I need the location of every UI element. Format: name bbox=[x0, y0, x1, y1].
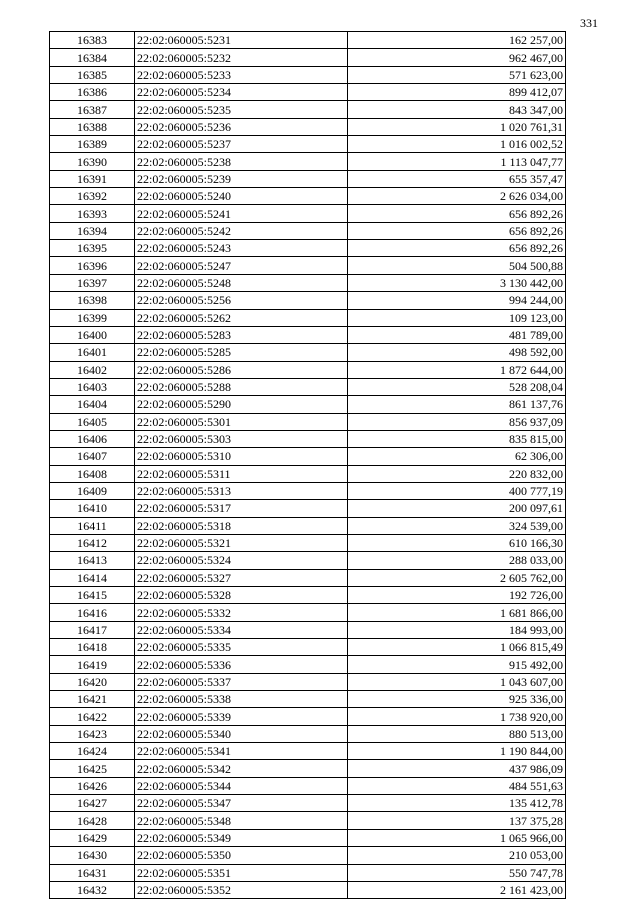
row-number-cell: 16388 bbox=[50, 118, 135, 135]
cadastral-number-cell: 22:02:060005:5283 bbox=[135, 326, 348, 343]
cadastral-number-cell: 22:02:060005:5303 bbox=[135, 430, 348, 447]
table-row bbox=[50, 760, 566, 777]
row-number-cell: 16421 bbox=[50, 691, 135, 708]
cadastral-number-cell: 22:02:060005:5248 bbox=[135, 274, 348, 291]
cadastral-number-cell: 22:02:060005:5240 bbox=[135, 188, 348, 205]
table-row bbox=[50, 222, 566, 239]
table-row bbox=[50, 378, 566, 395]
cadastral-value-cell: 899 412,07 bbox=[348, 84, 566, 101]
cadastral-number-cell: 22:02:060005:5233 bbox=[135, 66, 348, 83]
cadastral-value-cell: 550 747,78 bbox=[348, 864, 566, 881]
cadastral-number-cell: 22:02:060005:5348 bbox=[135, 812, 348, 829]
row-number-cell: 16419 bbox=[50, 656, 135, 673]
cadastral-number-cell: 22:02:060005:5313 bbox=[135, 482, 348, 499]
cadastral-number-cell: 22:02:060005:5332 bbox=[135, 604, 348, 621]
cadastral-value-cell: 880 513,00 bbox=[348, 725, 566, 742]
table-row bbox=[50, 656, 566, 673]
row-number-cell: 16403 bbox=[50, 378, 135, 395]
cadastral-number-cell: 22:02:060005:5231 bbox=[135, 32, 348, 49]
cadastral-value-cell: 571 623,00 bbox=[348, 66, 566, 83]
table-row bbox=[50, 170, 566, 187]
row-number-cell: 16422 bbox=[50, 708, 135, 725]
cadastral-number-cell: 22:02:060005:5350 bbox=[135, 847, 348, 864]
cadastral-number-cell: 22:02:060005:5288 bbox=[135, 378, 348, 395]
row-number-cell: 16393 bbox=[50, 205, 135, 222]
table-row bbox=[50, 500, 566, 517]
cadastral-number-cell: 22:02:060005:5352 bbox=[135, 881, 348, 898]
cadastral-value-cell: 504 500,88 bbox=[348, 257, 566, 274]
row-number-cell: 16394 bbox=[50, 222, 135, 239]
cadastral-number-cell: 22:02:060005:5310 bbox=[135, 448, 348, 465]
cadastral-value-cell: 498 592,00 bbox=[348, 344, 566, 361]
cadastral-value-cell: 843 347,00 bbox=[348, 101, 566, 118]
cadastral-number-cell: 22:02:060005:5286 bbox=[135, 361, 348, 378]
page-number: 331 bbox=[580, 16, 598, 30]
cadastral-value-cell: 324 539,00 bbox=[348, 517, 566, 534]
cadastral-value-cell: 437 986,09 bbox=[348, 760, 566, 777]
row-number-cell: 16406 bbox=[50, 430, 135, 447]
row-number-cell: 16429 bbox=[50, 829, 135, 846]
table-row bbox=[50, 795, 566, 812]
cadastral-number-cell: 22:02:060005:5232 bbox=[135, 49, 348, 66]
table-row bbox=[50, 691, 566, 708]
cadastral-value-cell: 162 257,00 bbox=[348, 32, 566, 49]
cadastral-number-cell: 22:02:060005:5235 bbox=[135, 101, 348, 118]
row-number-cell: 16414 bbox=[50, 569, 135, 586]
table-row bbox=[50, 708, 566, 725]
cadastral-value-cell: 1 681 866,00 bbox=[348, 604, 566, 621]
cadastral-number-cell: 22:02:060005:5349 bbox=[135, 829, 348, 846]
row-number-cell: 16391 bbox=[50, 170, 135, 187]
cadastral-value-cell: 656 892,26 bbox=[348, 240, 566, 257]
row-number-cell: 16383 bbox=[50, 32, 135, 49]
table-row bbox=[50, 205, 566, 222]
row-number-cell: 16384 bbox=[50, 49, 135, 66]
cadastral-number-cell: 22:02:060005:5344 bbox=[135, 777, 348, 794]
row-number-cell: 16411 bbox=[50, 517, 135, 534]
cadastral-value-cell: 1 016 002,52 bbox=[348, 136, 566, 153]
cadastral-number-cell: 22:02:060005:5241 bbox=[135, 205, 348, 222]
table-row bbox=[50, 569, 566, 586]
cadastral-number-cell: 22:02:060005:5285 bbox=[135, 344, 348, 361]
table-row bbox=[50, 448, 566, 465]
row-number-cell: 16385 bbox=[50, 66, 135, 83]
table-row bbox=[50, 309, 566, 326]
cadastral-value-cell: 861 137,76 bbox=[348, 396, 566, 413]
table-row bbox=[50, 344, 566, 361]
cadastral-number-cell: 22:02:060005:5237 bbox=[135, 136, 348, 153]
cadastral-number-cell: 22:02:060005:5335 bbox=[135, 639, 348, 656]
table-row bbox=[50, 777, 566, 794]
cadastral-number-cell: 22:02:060005:5311 bbox=[135, 465, 348, 482]
row-number-cell: 16413 bbox=[50, 552, 135, 569]
row-number-cell: 16417 bbox=[50, 621, 135, 638]
row-number-cell: 16427 bbox=[50, 795, 135, 812]
cadastral-number-cell: 22:02:060005:5340 bbox=[135, 725, 348, 742]
cadastral-value-cell: 656 892,26 bbox=[348, 205, 566, 222]
cadastral-value-table bbox=[49, 31, 566, 899]
table-row bbox=[50, 118, 566, 135]
row-number-cell: 16424 bbox=[50, 743, 135, 760]
row-number-cell: 16409 bbox=[50, 482, 135, 499]
table-row bbox=[50, 743, 566, 760]
table-row bbox=[50, 812, 566, 829]
cadastral-value-cell: 192 726,00 bbox=[348, 587, 566, 604]
table-row bbox=[50, 482, 566, 499]
row-number-cell: 16425 bbox=[50, 760, 135, 777]
table-row bbox=[50, 534, 566, 551]
row-number-cell: 16387 bbox=[50, 101, 135, 118]
table-row bbox=[50, 153, 566, 170]
row-number-cell: 16431 bbox=[50, 864, 135, 881]
cadastral-value-cell: 109 123,00 bbox=[348, 309, 566, 326]
cadastral-value-cell: 400 777,19 bbox=[348, 482, 566, 499]
row-number-cell: 16408 bbox=[50, 465, 135, 482]
table-row bbox=[50, 188, 566, 205]
cadastral-number-cell: 22:02:060005:5317 bbox=[135, 500, 348, 517]
row-number-cell: 16386 bbox=[50, 84, 135, 101]
cadastral-value-cell: 994 244,00 bbox=[348, 292, 566, 309]
table-row bbox=[50, 639, 566, 656]
row-number-cell: 16401 bbox=[50, 344, 135, 361]
table-row bbox=[50, 240, 566, 257]
table-body bbox=[50, 32, 566, 899]
cadastral-value-cell: 2 161 423,00 bbox=[348, 881, 566, 898]
cadastral-value-cell: 3 130 442,00 bbox=[348, 274, 566, 291]
table-row bbox=[50, 257, 566, 274]
table-row bbox=[50, 517, 566, 534]
table-row bbox=[50, 101, 566, 118]
cadastral-number-cell: 22:02:060005:5243 bbox=[135, 240, 348, 257]
cadastral-number-cell: 22:02:060005:5236 bbox=[135, 118, 348, 135]
table-row bbox=[50, 847, 566, 864]
cadastral-value-cell: 62 306,00 bbox=[348, 448, 566, 465]
cadastral-value-cell: 835 815,00 bbox=[348, 430, 566, 447]
cadastral-value-cell: 915 492,00 bbox=[348, 656, 566, 673]
cadastral-number-cell: 22:02:060005:5336 bbox=[135, 656, 348, 673]
table-row bbox=[50, 49, 566, 66]
cadastral-value-cell: 1 020 761,31 bbox=[348, 118, 566, 135]
row-number-cell: 16400 bbox=[50, 326, 135, 343]
cadastral-value-cell: 2 626 034,00 bbox=[348, 188, 566, 205]
cadastral-number-cell: 22:02:060005:5238 bbox=[135, 153, 348, 170]
cadastral-value-cell: 528 208,04 bbox=[348, 378, 566, 395]
table-row bbox=[50, 587, 566, 604]
row-number-cell: 16397 bbox=[50, 274, 135, 291]
cadastral-number-cell: 22:02:060005:5324 bbox=[135, 552, 348, 569]
cadastral-number-cell: 22:02:060005:5321 bbox=[135, 534, 348, 551]
cadastral-number-cell: 22:02:060005:5256 bbox=[135, 292, 348, 309]
row-number-cell: 16399 bbox=[50, 309, 135, 326]
cadastral-number-cell: 22:02:060005:5351 bbox=[135, 864, 348, 881]
table-row bbox=[50, 413, 566, 430]
row-number-cell: 16396 bbox=[50, 257, 135, 274]
cadastral-value-cell: 200 097,61 bbox=[348, 500, 566, 517]
row-number-cell: 16407 bbox=[50, 448, 135, 465]
cadastral-value-cell: 135 412,78 bbox=[348, 795, 566, 812]
row-number-cell: 16410 bbox=[50, 500, 135, 517]
cadastral-value-cell: 484 551,63 bbox=[348, 777, 566, 794]
cadastral-value-cell: 1 043 607,00 bbox=[348, 673, 566, 690]
cadastral-value-cell: 655 357,47 bbox=[348, 170, 566, 187]
cadastral-number-cell: 22:02:060005:5334 bbox=[135, 621, 348, 638]
row-number-cell: 16402 bbox=[50, 361, 135, 378]
table-row bbox=[50, 136, 566, 153]
cadastral-number-cell: 22:02:060005:5301 bbox=[135, 413, 348, 430]
row-number-cell: 16398 bbox=[50, 292, 135, 309]
table-row bbox=[50, 621, 566, 638]
row-number-cell: 16420 bbox=[50, 673, 135, 690]
cadastral-value-cell: 1 190 844,00 bbox=[348, 743, 566, 760]
table-row bbox=[50, 465, 566, 482]
table-row bbox=[50, 864, 566, 881]
cadastral-value-cell: 925 336,00 bbox=[348, 691, 566, 708]
cadastral-number-cell: 22:02:060005:5337 bbox=[135, 673, 348, 690]
cadastral-value-cell: 137 375,28 bbox=[348, 812, 566, 829]
row-number-cell: 16389 bbox=[50, 136, 135, 153]
cadastral-number-cell: 22:02:060005:5318 bbox=[135, 517, 348, 534]
table-row bbox=[50, 881, 566, 898]
cadastral-value-cell: 1 066 815,49 bbox=[348, 639, 566, 656]
row-number-cell: 16392 bbox=[50, 188, 135, 205]
cadastral-number-cell: 22:02:060005:5342 bbox=[135, 760, 348, 777]
cadastral-value-cell: 1 065 966,00 bbox=[348, 829, 566, 846]
row-number-cell: 16423 bbox=[50, 725, 135, 742]
table-row bbox=[50, 326, 566, 343]
cadastral-number-cell: 22:02:060005:5339 bbox=[135, 708, 348, 725]
table-row bbox=[50, 66, 566, 83]
cadastral-value-cell: 1 738 920,00 bbox=[348, 708, 566, 725]
cadastral-number-cell: 22:02:060005:5247 bbox=[135, 257, 348, 274]
table-row bbox=[50, 84, 566, 101]
table-row bbox=[50, 725, 566, 742]
cadastral-number-cell: 22:02:060005:5328 bbox=[135, 587, 348, 604]
row-number-cell: 16415 bbox=[50, 587, 135, 604]
cadastral-value-cell: 856 937,09 bbox=[348, 413, 566, 430]
cadastral-number-cell: 22:02:060005:5262 bbox=[135, 309, 348, 326]
cadastral-number-cell: 22:02:060005:5290 bbox=[135, 396, 348, 413]
table-row bbox=[50, 292, 566, 309]
cadastral-number-cell: 22:02:060005:5242 bbox=[135, 222, 348, 239]
cadastral-value-cell: 656 892,26 bbox=[348, 222, 566, 239]
cadastral-number-cell: 22:02:060005:5327 bbox=[135, 569, 348, 586]
cadastral-value-cell: 210 053,00 bbox=[348, 847, 566, 864]
row-number-cell: 16418 bbox=[50, 639, 135, 656]
cadastral-value-cell: 2 605 762,00 bbox=[348, 569, 566, 586]
row-number-cell: 16412 bbox=[50, 534, 135, 551]
cadastral-value-cell: 184 993,00 bbox=[348, 621, 566, 638]
cadastral-number-cell: 22:02:060005:5347 bbox=[135, 795, 348, 812]
cadastral-number-cell: 22:02:060005:5239 bbox=[135, 170, 348, 187]
cadastral-value-cell: 1 872 644,00 bbox=[348, 361, 566, 378]
row-number-cell: 16405 bbox=[50, 413, 135, 430]
row-number-cell: 16390 bbox=[50, 153, 135, 170]
row-number-cell: 16430 bbox=[50, 847, 135, 864]
cadastral-value-cell: 610 166,30 bbox=[348, 534, 566, 551]
cadastral-number-cell: 22:02:060005:5338 bbox=[135, 691, 348, 708]
table-row bbox=[50, 829, 566, 846]
row-number-cell: 16416 bbox=[50, 604, 135, 621]
table-row bbox=[50, 430, 566, 447]
cadastral-number-cell: 22:02:060005:5341 bbox=[135, 743, 348, 760]
table-row bbox=[50, 361, 566, 378]
cadastral-value-cell: 1 113 047,77 bbox=[348, 153, 566, 170]
cadastral-value-cell: 220 832,00 bbox=[348, 465, 566, 482]
table-row bbox=[50, 274, 566, 291]
row-number-cell: 16432 bbox=[50, 881, 135, 898]
table-row bbox=[50, 32, 566, 49]
cadastral-value-cell: 962 467,00 bbox=[348, 49, 566, 66]
cadastral-value-cell: 288 033,00 bbox=[348, 552, 566, 569]
table-row bbox=[50, 396, 566, 413]
table-row bbox=[50, 673, 566, 690]
row-number-cell: 16395 bbox=[50, 240, 135, 257]
row-number-cell: 16426 bbox=[50, 777, 135, 794]
row-number-cell: 16404 bbox=[50, 396, 135, 413]
table-row bbox=[50, 604, 566, 621]
table-row bbox=[50, 552, 566, 569]
row-number-cell: 16428 bbox=[50, 812, 135, 829]
cadastral-value-cell: 481 789,00 bbox=[348, 326, 566, 343]
cadastral-number-cell: 22:02:060005:5234 bbox=[135, 84, 348, 101]
